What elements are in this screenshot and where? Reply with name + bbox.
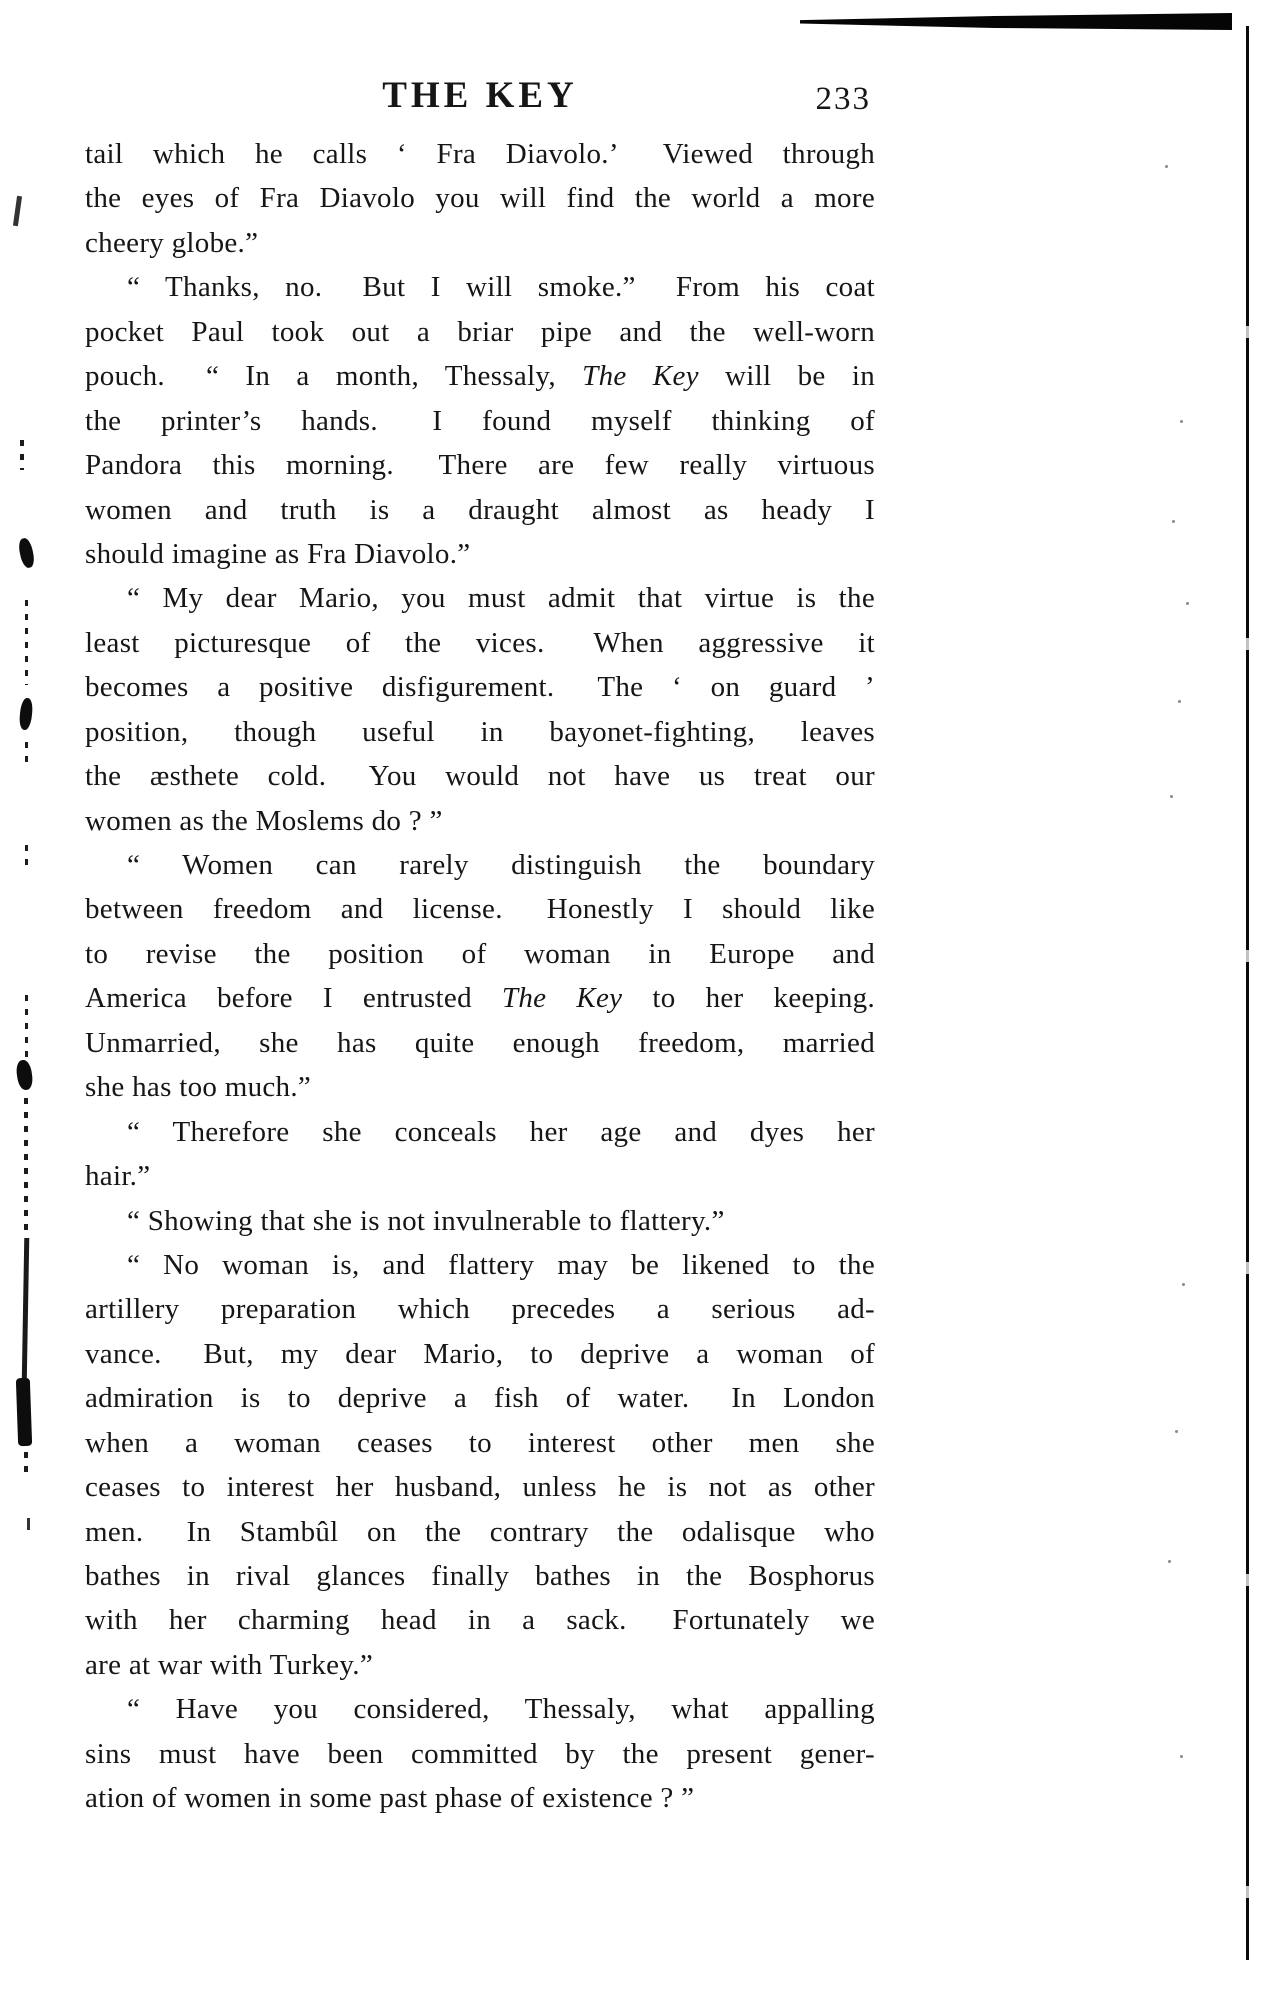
ink-mark	[22, 1238, 30, 1383]
scan-right-edge-line	[1246, 26, 1249, 1960]
text-segment: women and truth is a draught almost as heady I	[85, 493, 875, 526]
text-line	[85, 488, 875, 532]
text-line	[85, 1199, 875, 1243]
text-segment: “ Showing that she is not invulnerable to flattery.”	[127, 1204, 725, 1237]
text-line	[85, 1554, 875, 1598]
ink-mark	[25, 742, 28, 770]
text-segment: Unmarried, she has quite enough freedom, married	[85, 1026, 875, 1059]
paragraph	[85, 843, 875, 1110]
text-segment: America before I entrusted	[85, 982, 502, 1015]
text-segment: bathes in rival glances finally bathes in the Bosphorus	[85, 1560, 875, 1592]
text-segment: “ Therefore she conceals her age and dyes her	[127, 1115, 875, 1148]
scan-speck	[1178, 700, 1181, 703]
paragraph	[85, 265, 875, 576]
scan-speck	[1165, 165, 1168, 168]
text-line	[85, 1376, 875, 1420]
text-segment: should imagine as Fra Diavolo.”	[85, 537, 471, 570]
text-line	[85, 843, 875, 887]
paragraph	[85, 1243, 875, 1687]
text-segment: men. In Stambûl on the contrary the odalisque who	[85, 1515, 875, 1548]
paragraph	[85, 1687, 875, 1820]
scan-speck	[1168, 1560, 1171, 1563]
paragraph	[85, 1110, 875, 1199]
scan-speck	[1180, 1755, 1183, 1758]
paragraph	[85, 132, 875, 265]
text-line	[85, 1510, 875, 1554]
paragraph	[85, 1199, 875, 1243]
text-line	[85, 1243, 875, 1287]
text-segment: will be in	[698, 360, 876, 393]
running-title: THE KEY	[382, 75, 578, 116]
text-segment: pouch. “ In a month, Thessaly,	[85, 360, 583, 393]
ink-mark	[24, 1452, 28, 1472]
text-line	[85, 1110, 875, 1154]
text-line	[85, 399, 875, 443]
text-line	[85, 1643, 875, 1687]
text-line	[85, 710, 875, 754]
scan-speck	[1172, 520, 1175, 523]
text-segment: becomes a positive disfigurement. The ‘ on guard ’	[85, 671, 875, 704]
text-segment: artillery preparation which precedes a serious ad-	[85, 1293, 875, 1326]
text-segment: with her charming head in a sack. Fortunately we	[85, 1604, 875, 1637]
ink-mark	[24, 1098, 28, 1233]
text-line	[85, 354, 875, 398]
body-text	[85, 132, 875, 1821]
ink-mark	[16, 1378, 32, 1446]
text-segment: ation of women in some past phase of existence ? ”	[85, 1782, 695, 1815]
text-segment: admiration is to deprive a fish of water. In London	[85, 1382, 875, 1415]
text-line	[85, 1065, 875, 1109]
text-segment: the æsthete cold. You would not have us treat our	[85, 760, 875, 793]
text-line	[85, 576, 875, 620]
text-line	[85, 1021, 875, 1065]
text-line	[85, 754, 875, 798]
page-number: 233	[815, 81, 871, 117]
ink-mark	[18, 697, 33, 730]
scan-speck	[1175, 1430, 1178, 1433]
text-line	[85, 976, 875, 1020]
text-segment: between freedom and license. Honestly I should like	[85, 893, 875, 926]
text-segment: to her keeping.	[622, 982, 876, 1015]
text-line	[85, 932, 875, 976]
book-title-italic: The Key	[501, 982, 623, 1015]
text-segment: the printer’s hands. I found myself thinking of	[85, 404, 875, 437]
text-segment: “ Women can rarely distinguish the boundary	[127, 849, 875, 881]
page-header	[85, 72, 875, 120]
text-segment: “ Thanks, no. But I will smoke.” From his coat	[127, 271, 875, 304]
text-segment: vance. But, my dear Mario, to deprive a woman of	[85, 1337, 875, 1370]
text-segment: ceases to interest her husband, unless he is not as other	[85, 1471, 875, 1504]
book-title-italic: The Key	[582, 360, 699, 393]
text-segment: pocket Paul took out a briar pipe and the well-worn	[85, 315, 875, 348]
text-line	[85, 1732, 875, 1776]
text-line	[85, 887, 875, 931]
text-line	[85, 443, 875, 487]
text-line	[85, 1154, 875, 1198]
text-line	[85, 221, 875, 265]
text-line	[85, 310, 875, 354]
text-segment: “ No woman is, and flattery may be likened to the	[127, 1248, 875, 1281]
text-segment: tail which he calls ‘ Fra Diavolo.’ Viewed through	[85, 138, 875, 170]
ink-mark	[17, 537, 36, 569]
ink-mark	[27, 1518, 30, 1530]
ink-mark	[13, 196, 22, 226]
text-segment: position, though useful in bayonet-fighting, leaves	[85, 715, 875, 748]
text-line	[85, 1287, 875, 1331]
text-segment: the eyes of Fra Diavolo you will find the world a more	[85, 182, 875, 215]
text-line	[85, 132, 875, 176]
text-line	[85, 532, 875, 576]
text-segment: when a woman ceases to interest other men she	[85, 1426, 875, 1459]
text-segment: she has too much.”	[85, 1071, 312, 1104]
scan-speck	[1180, 420, 1183, 423]
scan-top-edge-bar	[800, 13, 1232, 30]
ink-mark	[20, 440, 24, 470]
text-line	[85, 799, 875, 843]
text-segment: are at war with Turkey.”	[85, 1648, 373, 1681]
paragraph	[85, 576, 875, 843]
ink-mark	[25, 845, 28, 867]
text-line	[85, 1421, 875, 1465]
scan-speck	[1186, 602, 1189, 605]
ink-mark	[15, 1059, 34, 1091]
text-line	[85, 265, 875, 309]
text-line	[85, 176, 875, 220]
text-line	[85, 1687, 875, 1731]
text-line	[85, 1776, 875, 1820]
text-segment: “ My dear Mario, you must admit that virtue is the	[127, 582, 875, 615]
text-segment: women as the Moslems do ? ”	[85, 804, 443, 837]
text-segment: cheery globe.”	[85, 226, 259, 259]
scan-speck	[1182, 1283, 1185, 1286]
text-segment: hair.”	[85, 1160, 151, 1193]
ink-mark	[25, 600, 28, 685]
text-line	[85, 1598, 875, 1642]
ink-mark	[25, 995, 28, 1063]
text-segment: “ Have you considered, Thessaly, what appalling	[127, 1693, 875, 1726]
text-line	[85, 1332, 875, 1376]
text-segment: to revise the position of woman in Europe and	[85, 937, 875, 970]
text-line	[85, 1465, 875, 1509]
text-segment: least picturesque of the vices. When aggressive it	[85, 626, 875, 659]
text-segment: sins must have been committed by the present gener-	[85, 1737, 875, 1770]
scan-speck	[1170, 795, 1173, 798]
text-line	[85, 665, 875, 709]
text-segment: Pandora this morning. There are few really virtuous	[85, 449, 875, 482]
text-line	[85, 621, 875, 665]
